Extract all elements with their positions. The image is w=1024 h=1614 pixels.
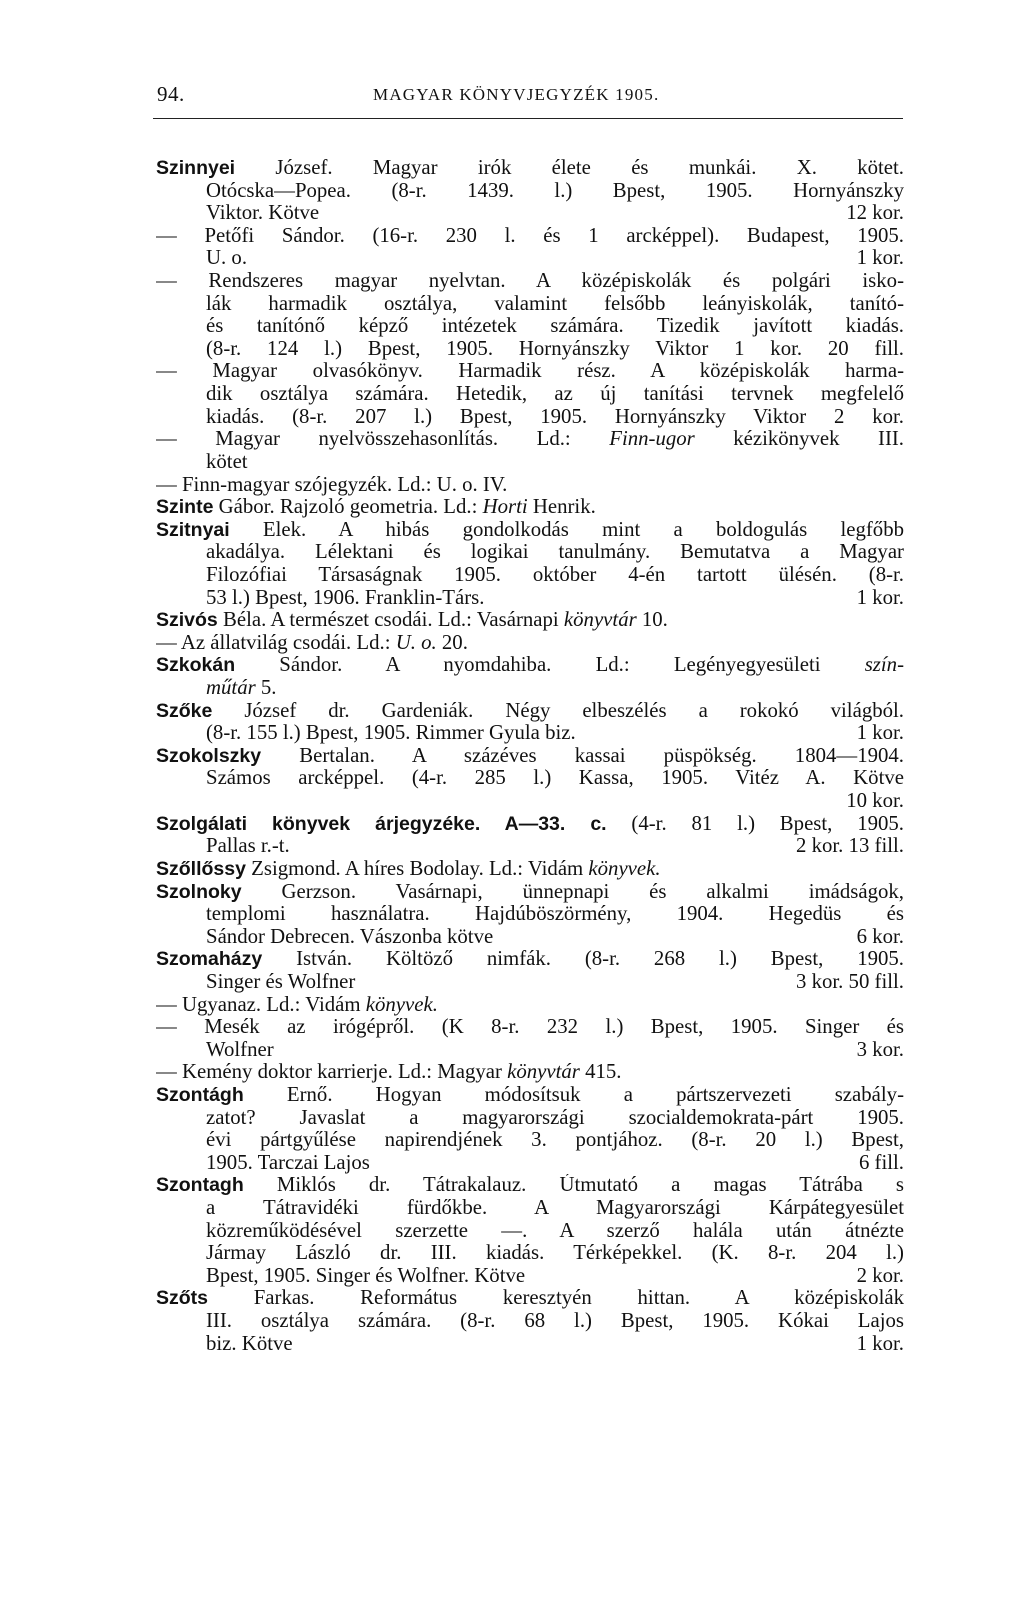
entry-text: — Ugyanaz. Ld.: Vidám [156, 993, 366, 1016]
entry-price: 6 fill. [858, 1151, 904, 1174]
entry-line [156, 451, 904, 474]
entry-szolnoky-gerzson [156, 881, 904, 949]
entry-szots-farkas [156, 1287, 904, 1355]
entry-text: Henrik. [527, 496, 596, 519]
entry-price: 12 kor. [846, 202, 904, 225]
entry-text: Zsigmond. A híres Bodolay. Ld.: Vidám [245, 857, 589, 880]
entry-headword: Szitnyai [156, 518, 230, 541]
entry-line [156, 1197, 904, 1220]
entry-line [156, 994, 904, 1017]
entry-price: 3 kor. [856, 1038, 904, 1061]
entry-text: Bpest, 1905. Singer és Wolfner. Kötve [206, 1264, 526, 1287]
entry-headword: Szontágh [156, 1083, 244, 1106]
entry-price: 1 kor. [856, 247, 904, 270]
entry-line [156, 406, 904, 429]
italic-reference: Finn-ugor [609, 428, 695, 451]
entry-text: akadálya. Lélektani és logikai tanulmány. Bemutatva a Magyar [206, 541, 904, 564]
entry-text: templomi használatra. Hajdúböszörmény, 1904. Hegedüs és [206, 903, 904, 926]
entry-headword: Szinte [156, 496, 214, 519]
entry-line [156, 270, 904, 293]
entry-line [156, 1333, 904, 1356]
entry-line [156, 157, 904, 180]
entry-text: Elek. A hibás gondolkodás mint a boldogulás legfőbb [229, 518, 904, 541]
entry-text: Filozófiai Társaságnak 1905. október 4-én tartott ülésén. (8-r. [206, 563, 904, 586]
entry-text: III. osztálya számára. (8-r. 68 l.) Bpest, 1905. Kókai Lajos [206, 1310, 904, 1333]
entry-headword: Szolnoky [156, 880, 242, 903]
entry-text: 10. [636, 609, 668, 632]
entry-text: kötet [206, 450, 248, 473]
entry-line [156, 202, 904, 225]
entry-szinnyei-jozsef [156, 157, 904, 496]
entry-text: Singer és Wolfner [206, 970, 356, 993]
entry-text: lák harmadik osztálya, valamint felsőbb leányiskolák, tanító- [206, 292, 904, 315]
entry-text: Gábor. Rajzoló geometria. Ld.: [213, 496, 483, 519]
entry-line [156, 360, 904, 383]
entry-line [156, 1016, 904, 1039]
entry-price: 6 kor. [856, 925, 904, 948]
entry-line [156, 1174, 904, 1197]
entry-text: 53 l.) Bpest, 1906. Franklin-Társ. [206, 586, 485, 609]
entry-text: 1905. Tarczai Lajos [206, 1151, 370, 1174]
entry-line [156, 903, 904, 926]
entry-headword: Szokolszky [156, 744, 262, 767]
entry-szollossy-zsigmond [156, 858, 904, 881]
entry-szivos-bela [156, 609, 904, 654]
entry-szitnyai-elek [156, 519, 904, 609]
entry-text: Miklós dr. Tátrakalauz. Útmutató a magas Tátrába s [243, 1174, 904, 1197]
entry-line [156, 519, 904, 542]
entry-list [156, 157, 904, 1355]
entry-text: (8-r. 124 l.) Bpest, 1905. Hornyánszky Viktor 1 kor. 20 fill. [206, 337, 904, 360]
entry-line [156, 971, 904, 994]
entry-text: kézikönyvek III. [694, 428, 904, 451]
entry-text: József. Magyar irók élete és munkái. X. kötet. [235, 157, 904, 179]
entry-line [156, 790, 904, 813]
entry-text: Béla. A természet csodái. Ld.: Vasárnapi [217, 609, 564, 632]
italic-reference: könyvek. [365, 993, 438, 1016]
entry-line [156, 541, 904, 564]
entry-text: kiadás. (8-r. 207 l.) Bpest, 1905. Hornyánszky Viktor 2 kor. [206, 405, 904, 428]
page-header [153, 78, 903, 108]
entry-text: — Rendszeres magyar nyelvtan. A középiskolák és polgári isko- [156, 270, 904, 293]
italic-reference: könyvek. [588, 857, 661, 880]
entry-line [156, 948, 904, 971]
entry-headword: Szőke [156, 699, 213, 722]
entry-text: (8-r. 155 l.) Bpest, 1905. Rimmer Gyula biz. [206, 722, 576, 745]
entry-line [156, 654, 904, 677]
entry-line [156, 609, 904, 632]
entry-text: Bertalan. A százéves kassai püspökség. 1804—1904. [261, 744, 904, 767]
entry-headword: Szolgálati könyvek árjegyzéke. A—33. c. [156, 812, 607, 835]
entry-line [156, 677, 904, 700]
entry-line [156, 1242, 904, 1265]
entry-price: 1 kor. [856, 1332, 904, 1355]
entry-line [156, 428, 904, 451]
header-rule [153, 118, 903, 119]
entry-line [156, 496, 904, 519]
entry-text: dik osztálya számára. Hetedik, az új tanítási tervnek megfelelő [206, 383, 904, 406]
entry-headword: Szinnyei [156, 157, 236, 179]
page-number: 94. [157, 82, 185, 106]
entry-szoke-jozsef [156, 700, 904, 745]
entry-text: Ernő. Hogyan módosítsuk a pártszervezeti szabály- [243, 1083, 904, 1106]
entry-line [156, 225, 904, 248]
entry-price: 1 kor. [856, 722, 904, 745]
entry-text: — Magyar nyelvösszehasonlítás. Ld.: [156, 428, 610, 451]
entry-headword: Szőts [156, 1287, 209, 1310]
entry-price: 2 kor. [856, 1264, 904, 1287]
entry-line [156, 1107, 904, 1130]
entry-headword: Szőllőssy [156, 857, 246, 880]
entry-text: — Magyar olvasókönyv. Harmadik rész. A középiskolák harma- [156, 360, 904, 383]
italic-reference: műtár [206, 677, 256, 700]
entry-headword: Szontagh [156, 1174, 244, 1197]
entry-line [156, 474, 904, 497]
entry-price: 3 kor. 50 fill. [795, 970, 904, 993]
entry-line [156, 881, 904, 904]
entry-text: — Finn-magyar szójegyzék. Ld.: U. o. IV. [156, 473, 508, 496]
entry-line [156, 1061, 904, 1084]
entry-szokolszky-bertalan [156, 745, 904, 813]
running-title: MAGYAR KÖNYVJEGYZÉK 1905. [373, 85, 660, 104]
entry-line [156, 745, 904, 768]
entry-line [156, 247, 904, 270]
entry-text: Farkas. Református keresztyén hittan. A középiskolák [208, 1287, 904, 1310]
entry-line [156, 1220, 904, 1243]
entry-text: — Kemény doktor karrierje. Ld.: Magyar [156, 1061, 508, 1084]
entry-szolgalati-konyvek [156, 813, 904, 858]
entry-line [156, 383, 904, 406]
entry-line [156, 858, 904, 881]
entry-line [156, 564, 904, 587]
entry-szontagh-miklos [156, 1174, 904, 1287]
entry-price: 10 kor. [846, 790, 904, 813]
entry-text: Wolfner [206, 1038, 274, 1061]
entry-text: közreműködésével szerzette —. A szerző halála után átnézte [206, 1219, 904, 1242]
entry-headword: Szkokán [156, 654, 236, 677]
italic-reference: Horti [482, 496, 528, 519]
italic-reference: U. o. [395, 631, 437, 654]
italic-reference: szín- [864, 654, 904, 677]
entry-text: Viktor. Kötve [206, 202, 320, 225]
entry-text: Számos arcképpel. (4-r. 285 l.) Kassa, 1905. Vitéz A. Kötve [206, 767, 904, 790]
entry-line [156, 293, 904, 316]
entry-text: U. o. [206, 247, 248, 270]
entry-szomahazy-istvan [156, 948, 904, 1084]
entry-text: — Petőfi Sándor. (16-r. 230 l. és 1 arcképpel). Budapest, 1905. [156, 224, 904, 247]
entry-price: 2 kor. 13 fill. [795, 835, 904, 858]
entry-szkokan-sandor [156, 654, 904, 699]
entry-line [156, 767, 904, 790]
entry-price: 1 kor. [856, 586, 904, 609]
entry-text: Jármay László dr. III. kiadás. Térképekkel. (K. 8-r. 204 l.) [206, 1242, 904, 1265]
entry-line [156, 1287, 904, 1310]
entry-line [156, 1152, 904, 1175]
entry-line [156, 1084, 904, 1107]
entry-line [156, 722, 904, 745]
entry-text: a Tátravidéki fürdőkbe. A Magyarországi Kárpátegyesület [206, 1197, 904, 1220]
entry-text: József dr. Gardeniák. Négy elbeszélés a rokokó világból. [212, 699, 904, 722]
entry-headword: Szivós [156, 609, 218, 632]
entry-text: 5. [255, 677, 277, 700]
entry-text: 20. [436, 631, 468, 654]
entry-line [156, 1039, 904, 1062]
entry-text: István. Költöző nimfák. (8-r. 268 l.) Bpest, 1905. [262, 948, 904, 971]
entry-line [156, 1310, 904, 1333]
entry-line [156, 632, 904, 655]
entry-line [156, 926, 904, 949]
entry-text: (4-r. 81 l.) Bpest, 1905. [606, 812, 904, 835]
entry-text: Gerzson. Vasárnapi, ünnepnapi és alkalmi imádságok, [241, 880, 904, 903]
entry-headword: Szomaházy [156, 948, 263, 971]
entry-text: és tanítónő képző intézetek számára. Tizedik javított kiadás. [206, 315, 904, 338]
entry-text: Sándor Debrecen. Vászonba kötve [206, 925, 494, 948]
italic-reference: könyvtár [507, 1061, 580, 1084]
entry-text: évi pártgyűlése napirendjének 3. pontjához. (8-r. 20 l.) Bpest, [206, 1129, 904, 1152]
entry-text: — Mesék az irógépről. (K 8-r. 232 l.) Bpest, 1905. Singer és [156, 1016, 904, 1039]
entry-line [156, 315, 904, 338]
entry-text: — Az állatvilág csodái. Ld.: [156, 631, 396, 654]
entry-text: zatot? Javaslat a magyarországi szocialdemokrata-párt 1905. [206, 1106, 904, 1129]
entry-text: Sándor. A nyomdahiba. Ld.: Legényegyesületi [235, 654, 865, 677]
entry-text: 415. [579, 1061, 622, 1084]
entry-text: Otócska—Popea. (8-r. 1439. l.) Bpest, 1905. Hornyánszky [206, 179, 904, 202]
entry-text: biz. Kötve [206, 1332, 293, 1355]
entry-szinte-gabor [156, 496, 904, 519]
italic-reference: könyvtár [563, 609, 637, 632]
entry-line [156, 813, 904, 836]
entry-line [156, 1265, 904, 1288]
entry-line [156, 700, 904, 723]
entry-text: Pallas r.-t. [206, 835, 290, 858]
entry-line [156, 587, 904, 610]
entry-line [156, 1129, 904, 1152]
entry-szontagh-erno [156, 1084, 904, 1174]
entry-line [156, 180, 904, 203]
entry-line [156, 835, 904, 858]
entry-line [156, 338, 904, 361]
